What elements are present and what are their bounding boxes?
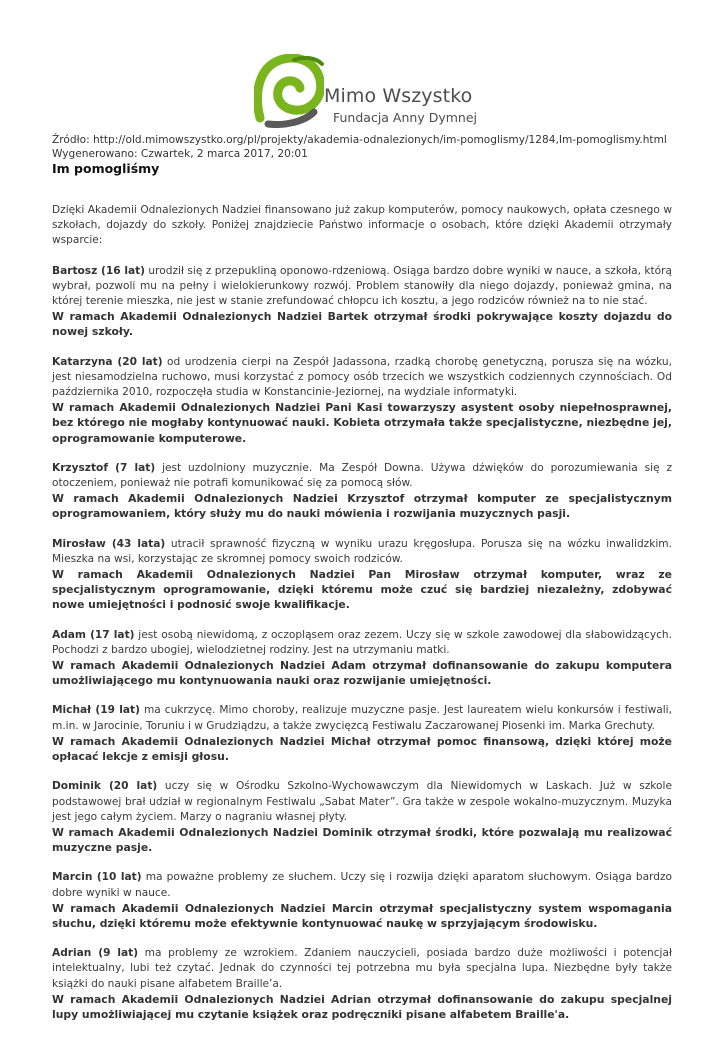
list-item (52, 264, 672, 340)
brand-name: Mimo Wszystko (324, 85, 473, 107)
person-description: jest uzdolniony muzycznie. Ma Zespół Downa. Używa dźwięków do porozumiewania się z otoczeniem, ponieważ nie potrafi komunikować się za pomocą słów. (52, 461, 673, 490)
page-title: Im pomogliśmy (52, 161, 160, 176)
list-item (52, 355, 672, 446)
list-item (52, 461, 672, 522)
list-item (52, 703, 672, 764)
header (0, 52, 725, 134)
support-summary: W ramach Akademii Odnalezionych Nadziei Marcin otrzymał specjalistyczny system wspomagania słuchu, dzięki któremu może efektywnie kontynuować naukę w sprzyjającym środowisku. (52, 901, 672, 930)
person-name: Adam (17 lat) (52, 628, 135, 641)
person-description: utracił sprawność fizyczną w wyniku urazu kręgosłupa. Porusza się na wózku inwalidzkim. Mieszka na wsi, korzystając ze skromnej pomocy swoich rodziców. (52, 537, 672, 565)
generated-date: Wygenerowano: Czwartek, 2 marca 2017, 20:01 (52, 148, 308, 160)
list-item (52, 628, 672, 689)
person-name: Dominik (20 lat) (52, 780, 158, 793)
person-description: ma poważne problemy ze słuchem. Uczy się i rozwija dzięki aparatom słuchowym. Osiąga bardzo dobre wyniki w nauce. (52, 871, 673, 899)
support-summary: W ramach Akademii Odnalezionych Nadziei Adrian otrzymał dofinansowanie do zakupu specjalnej lupy umożliwiającej mu czytanie książek oraz podręczniki pisane alfabetem Braille'a. (52, 992, 672, 1021)
person-name: Bartosz (16 lat) (52, 264, 146, 277)
support-summary: W ramach Akademii Odnalezionych Nadziei Michał otrzymał pomoc finansową, dzięki której może opłacać lekcje z emisji głosu. (52, 734, 672, 764)
person-name: Krzysztof (7 lat) (52, 461, 156, 474)
support-summary: W ramach Akademii Odnalezionych Nadziei Adam otrzymał dofinansowanie do zakupu komputera umożliwiającego mu kontynuowania nauki oraz rozwijanie umiejętności. (52, 659, 672, 688)
person-description: uczy się w Ośrodku Szkolno-Wychowawczym dla Niewidomych w Laskach. Już w szkole podstawowej brał udział w regionalnym Festiwalu „Sabat Mater”. Gra także w zespole wokalno-muzycznym. Muzyka jest jego całym życiem. Marzy o nagraniu własnej płyty. (52, 780, 672, 823)
list-item (52, 537, 672, 613)
list-item (52, 870, 672, 931)
list-item (52, 779, 672, 855)
support-summary: W ramach Akademii Odnalezionych Nadziei Bartek otrzymał środki pokrywające koszty dojazdu do nowej szkoły. (52, 310, 672, 339)
person-name: Michał (19 lat) (52, 704, 140, 717)
person-description: jest osobą niewidomą, z oczopląsem oraz zezem. Uczy się w szkole zawodowej dla słabowidzących. Pochodzi z bardzo ubogiej, wielodzietnej rodziny. Jest na utrzymaniu matki. (52, 628, 672, 656)
list-item (52, 946, 672, 1022)
person-description: urodził się z przepukliną oponowo-rdzeniową. Osiąga bardzo dobre wyniki w nauce, a szkoła, którą wybrał, pozwoli mu na pełny i wielokierunkowy rozwój. Problem stanowiły dla niego dojazdy, ponieważ gmina, na której terenie mieszka, nie jest w stanie zrefundować chłopcu ich kosztu, a jego rodziców również na to nie stać. (52, 264, 672, 308)
person-name: Mirosław (43 lata) (52, 537, 166, 550)
person-name: Marcin (10 lat) (52, 871, 142, 884)
document-meta (52, 133, 692, 161)
support-summary: W ramach Akademii Odnalezionych Nadziei Pan Mirosław otrzymał komputer, wraz ze specjalistycznym oprogramowanie, dzięki któremu może czuć się bardziej niezależny, zdobywać nowe umiejętności i podnosić swoje kwalifikacje. (52, 568, 672, 612)
person-description: ma cukrzycę. Mimo choroby, realizuje muzyczne pasje. Jest laureatem wielu konkursów i festiwali, m.in. w Jarocinie, Toruniu i w Grudziądzu, a także zwycięzcą Festiwalu Zaczarowanej Piosenki im. Marka Grechuty. (52, 704, 672, 732)
spiral-logo-icon (254, 54, 324, 128)
person-description: ma problemy ze wzrokiem. Zdaniem nauczycieli, posiada bardzo duże możliwości i potencjał intelektualny, lubi też czytać. Jednak do czynności tej potrzebna mu była specjalna lupa. Niezbędne były także książki do nauki pisane alfabetem Braille’a. (52, 947, 672, 990)
intro-paragraph: Dzięki Akademii Odnalezionych Nadziei finansowano już zakup komputerów, pomocy naukowych, opłata czesnego w szkołach, dojazdy do szkoły. Poniżej znajdziecie Państwo informacje o osobach, które dzięki Akademii otrzymały wsparcie: (52, 204, 672, 247)
support-summary: W ramach Akademii Odnalezionych Nadziei Pani Kasi towarzyszy asystent osoby niepełnosprawnej, bez którego nie mogłaby kontynuować nauki. Kobieta otrzymała także specjalistyczne, niezbędne jej, oprogramowanie komputerowe. (52, 401, 672, 445)
brand-subtitle: Fundacja Anny Dymnej (333, 110, 477, 125)
source-url[interactable]: Źródło: http://old.mimowszystko.org/pl/projekty/akademia-odnalezionych/im-pomoglismy/1284,Im-pomoglismy.html (52, 134, 667, 146)
support-summary: W ramach Akademii Odnalezionych Nadziei Dominik otrzymał środki, które pozwalają mu realizować muzyczne pasje. (52, 825, 672, 855)
person-name: Katarzyna (20 lat) (52, 355, 163, 368)
person-description: od urodzenia cierpi na Zespół Jadassona, rzadką chorobę genetyczną, porusza się na wózku, jest niesamodzielna ruchowo, musi korzystać z pomocy osób trzecich we wszystkich codziennych czynnościach. Od października 2010, rozpoczęła studia w Konstancinie-Jeziornej, na wydziale informatyki. (52, 355, 672, 399)
article-body (52, 203, 672, 1037)
person-name: Adrian (9 lat) (52, 947, 139, 960)
support-summary: W ramach Akademii Odnalezionych Nadziei Krzysztof otrzymał komputer ze specjalistycznym oprogramowaniem, który służy mu do nauki mówienia i rozwijania muzycznych pasji. (52, 492, 672, 521)
